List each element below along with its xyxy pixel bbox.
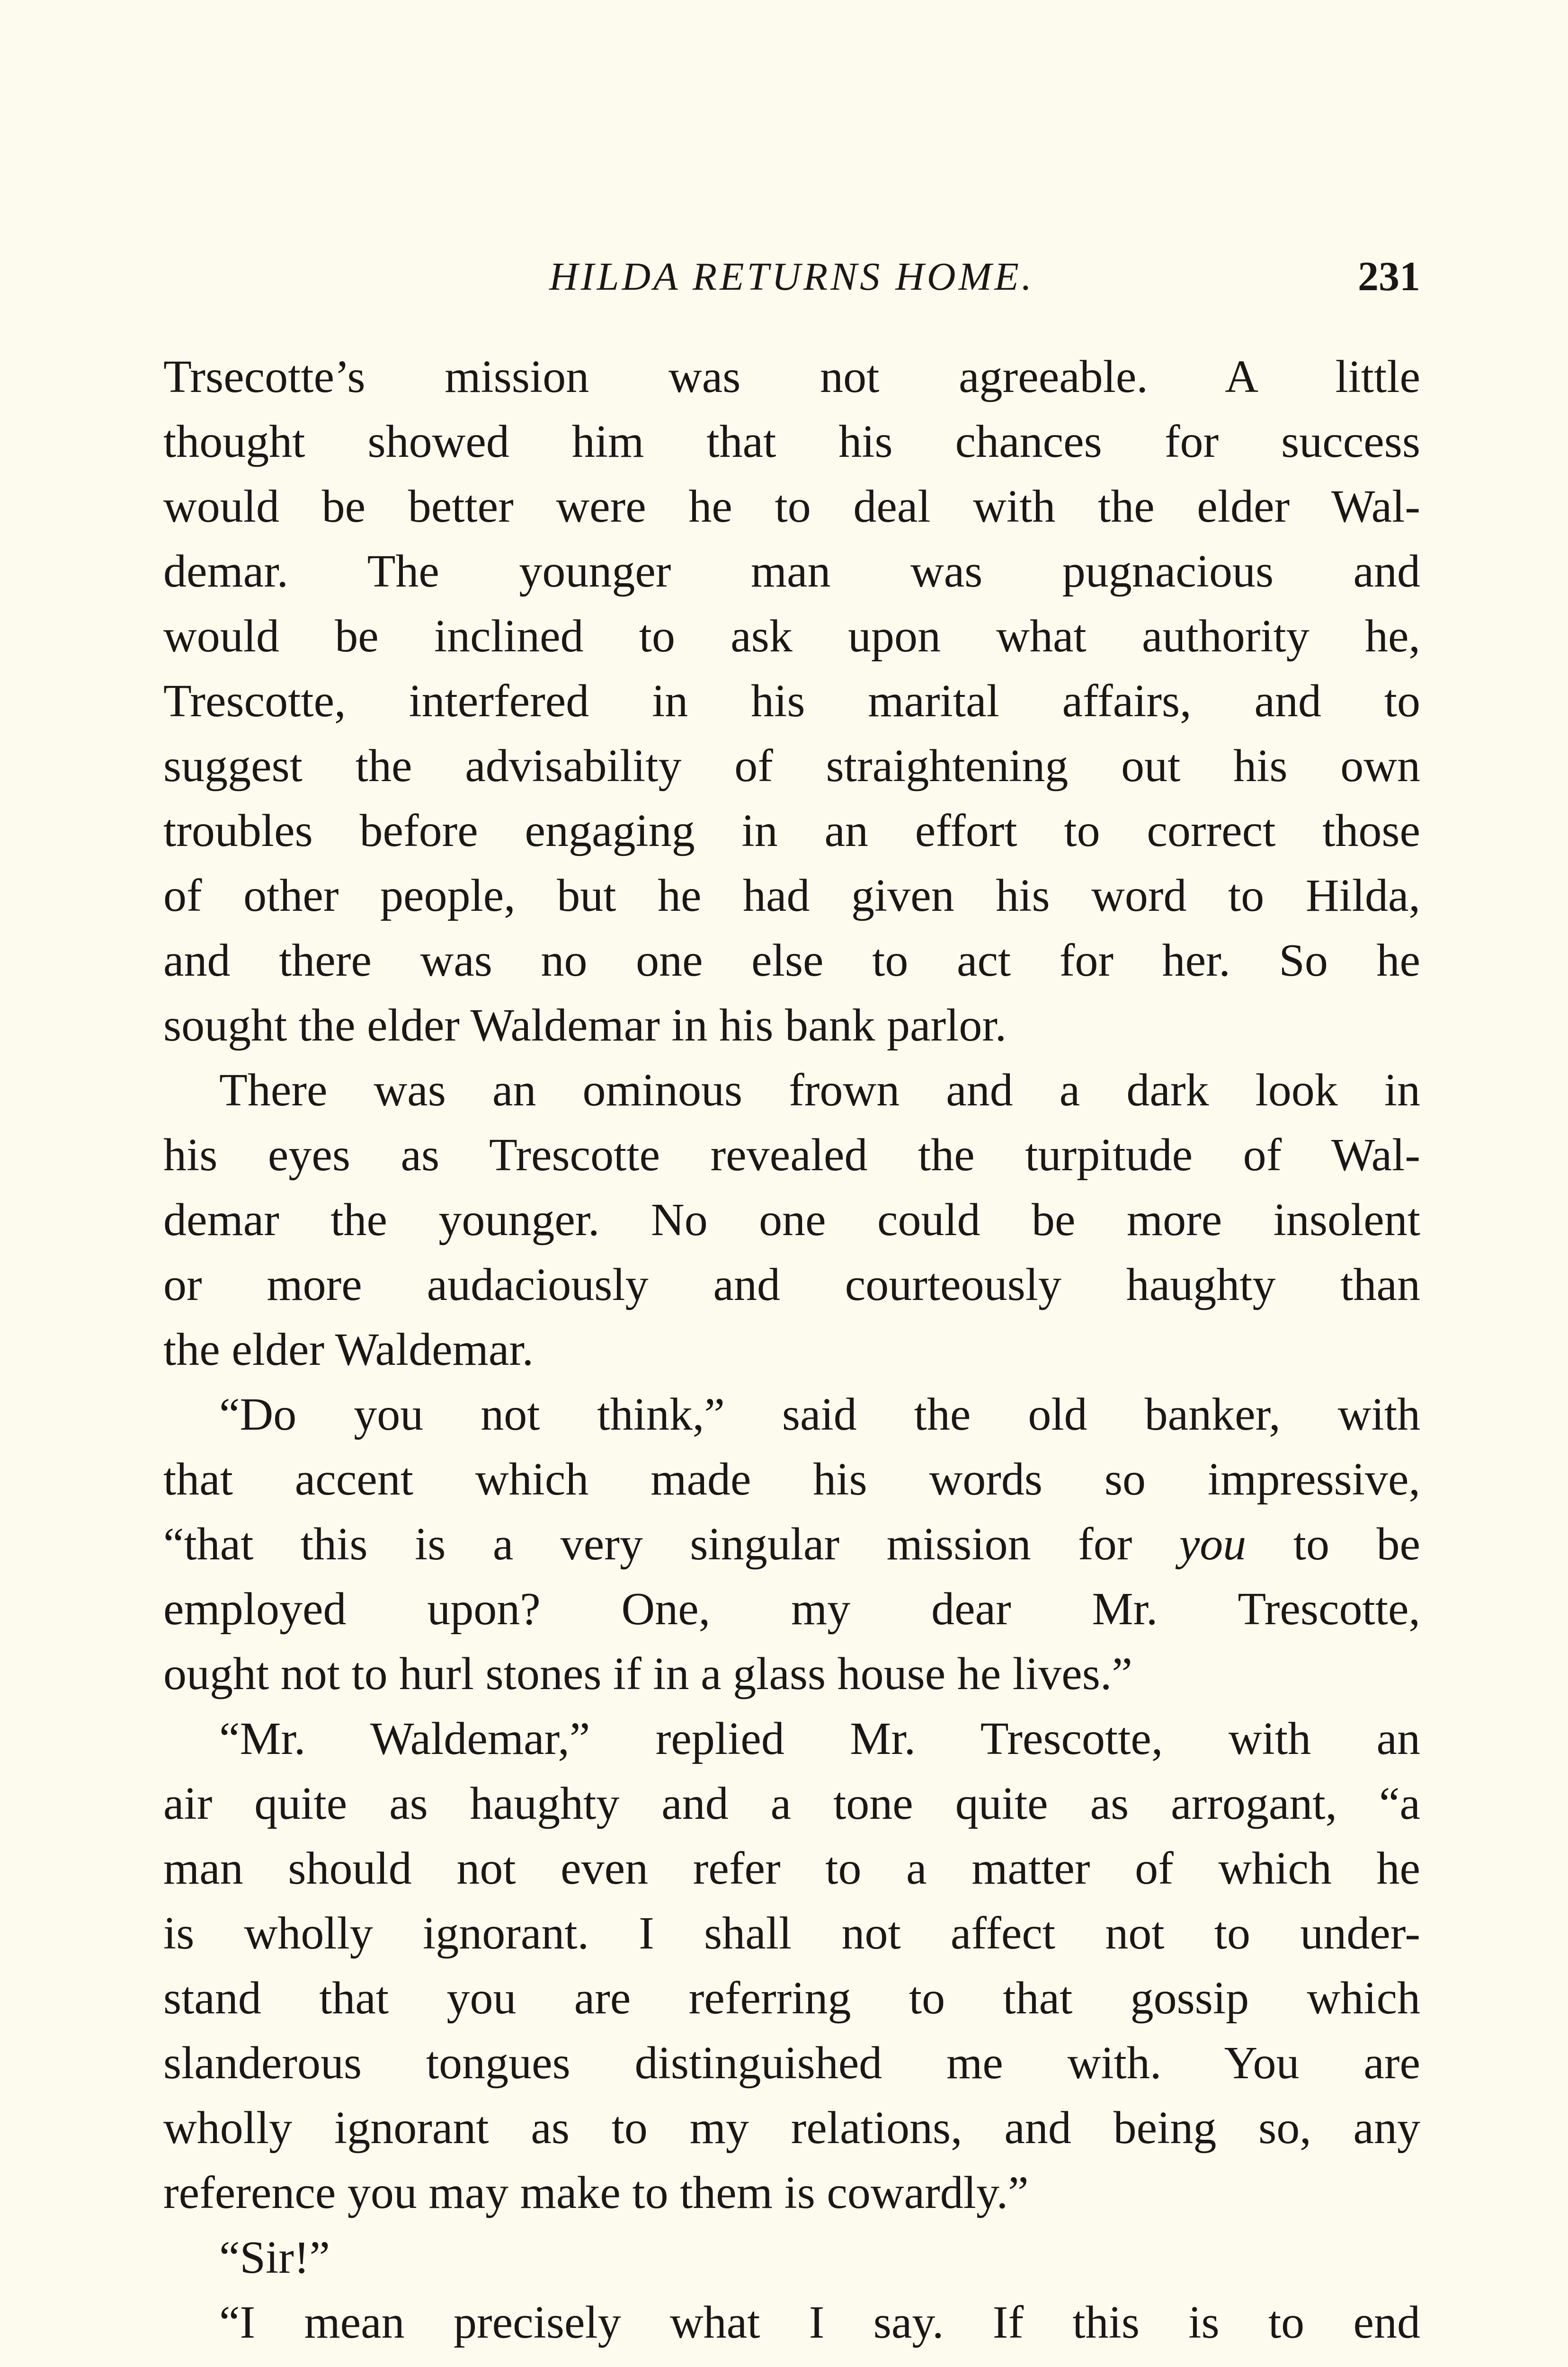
text-line: wholly ignorant as to my relations, and being so, any — [163, 2102, 1420, 2153]
text-line: “Sir!” — [219, 2232, 330, 2283]
text-line: troubles before engaging in an effort to correct those — [163, 805, 1420, 856]
text-line: would be better were he to deal with the elder Wal- — [163, 481, 1420, 532]
text-line — [163, 1512, 1420, 1577]
text-line: There was an ominous frown and a dark look in — [219, 1065, 1420, 1116]
text-line: man should not even refer to a matter of which he — [163, 1843, 1420, 1894]
body-text — [163, 345, 1420, 2355]
text-line: stand that you are referring to that gossip which — [163, 1973, 1420, 2024]
text-line: Trescotte, interfered in his marital affairs, and to — [163, 676, 1420, 727]
emphasized-word: you — [1179, 1519, 1247, 1570]
text-line: reference you may make to them is cowardly.” — [163, 2167, 1029, 2218]
page-number: 231 — [1358, 254, 1420, 300]
text-line: would be inclined to ask upon what authority he, — [163, 611, 1420, 662]
text-line: that accent which made his words so impressive, — [163, 1454, 1420, 1505]
text-line: sought the elder Waldemar in his bank parlor. — [163, 1000, 1007, 1051]
running-head — [163, 246, 1420, 308]
text-line: “Mr. Waldemar,” replied Mr. Trescotte, with an — [219, 1713, 1420, 1764]
text-line: demar the younger. No one could be more insolent — [163, 1194, 1420, 1246]
text-line: thought showed him that his chances for success — [163, 416, 1420, 467]
text-line: “Do you not think,” said the old banker, with — [219, 1389, 1420, 1440]
text-line: ought not to hurl stones if in a glass house he lives.” — [163, 1648, 1132, 1700]
text-line: air quite as haughty and a tone quite as arrogant, “a — [163, 1778, 1420, 1829]
text-segment: “that this is a very singular mission for — [163, 1519, 1179, 1570]
text-line: employed upon? One, my dear Mr. Trescotte, — [163, 1584, 1420, 1635]
chapter-title: HILDA RETURNS HOME. — [549, 255, 1034, 299]
text-line: Trsecotte’s mission was not agreeable. A little — [163, 351, 1420, 402]
text-line: and there was no one else to act for her. So he — [163, 935, 1420, 986]
text-line: of other people, but he had given his word to Hilda, — [163, 870, 1420, 921]
text-segment: to be — [1246, 1519, 1420, 1570]
text-line: his eyes as Trescotte revealed the turpitude of Wal- — [163, 1130, 1420, 1181]
text-line: the elder Waldemar. — [163, 1324, 534, 1375]
text-line: demar. The younger man was pugnacious and — [163, 546, 1420, 597]
text-line: “I mean precisely what I say. If this is to end — [219, 2297, 1420, 2348]
text-line: is wholly ignorant. I shall not affect not to under- — [163, 1908, 1420, 1959]
text-line: suggest the advisability of straightening out his own — [163, 740, 1420, 792]
text-line: slanderous tongues distinguished me with. You are — [163, 2038, 1420, 2089]
text-line: or more audaciously and courteously haughty than — [163, 1259, 1420, 1310]
